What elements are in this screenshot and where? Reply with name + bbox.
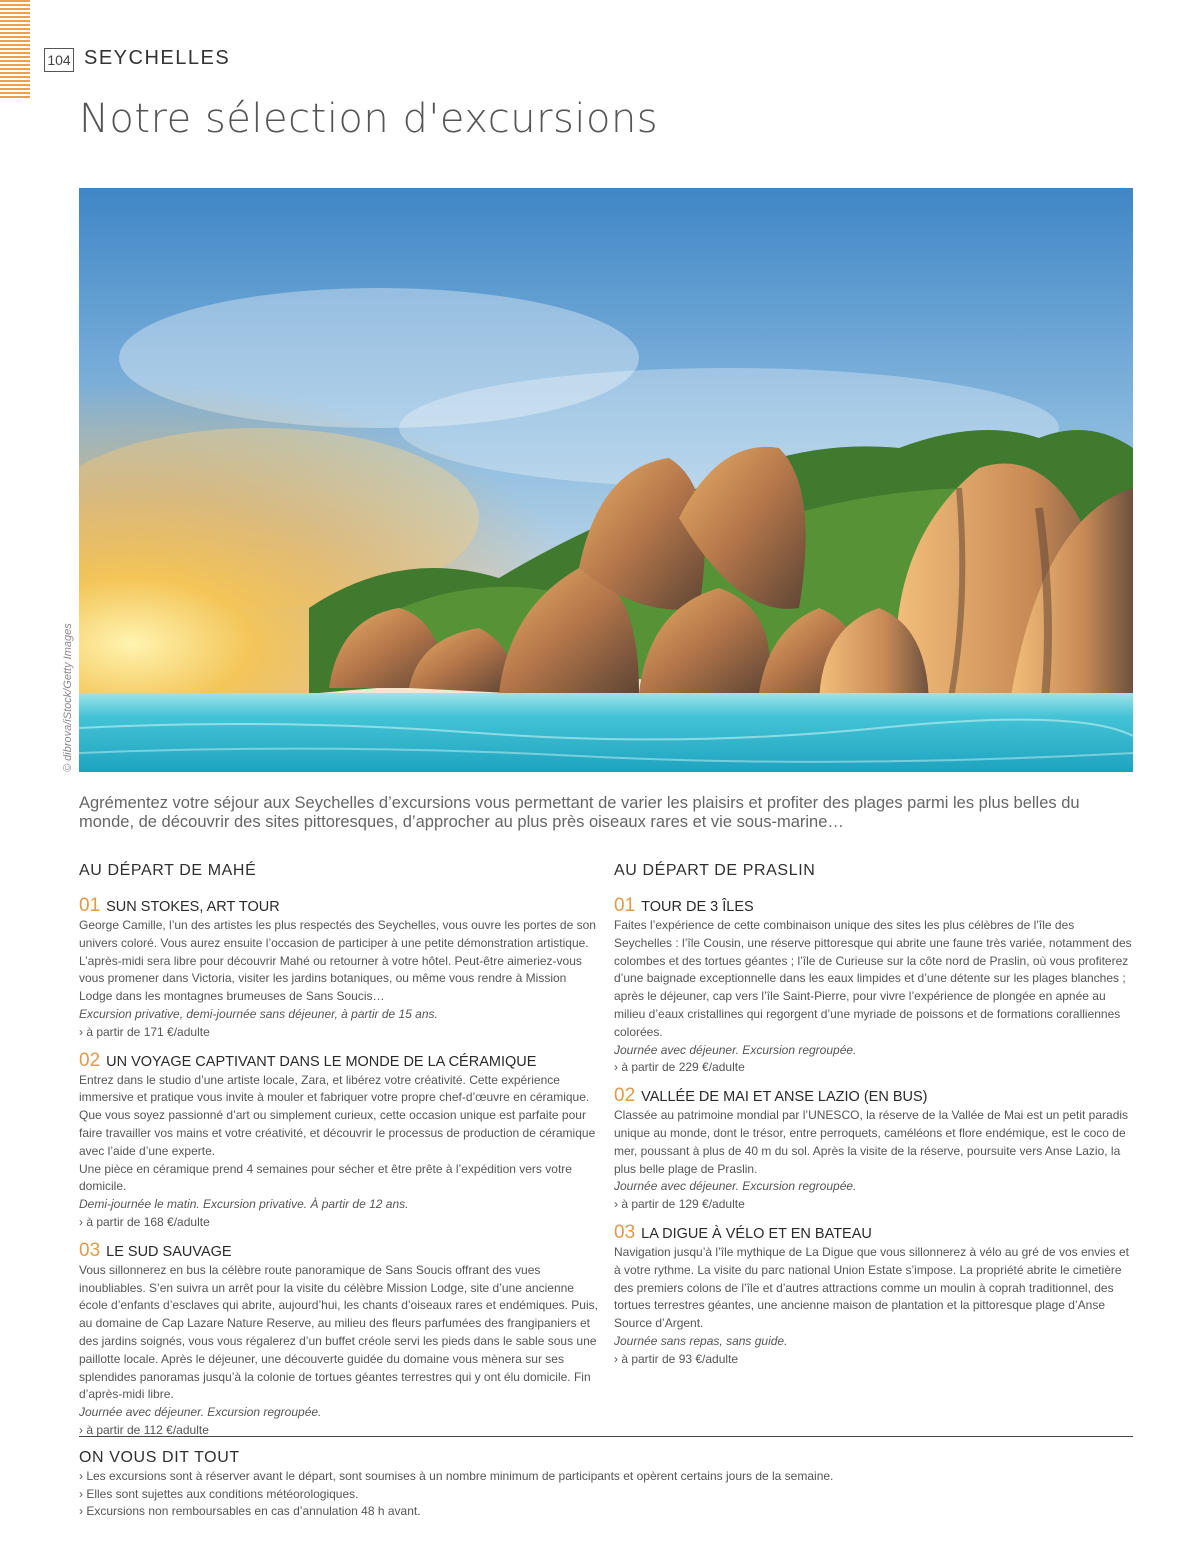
- excursion-price: › à partir de 171 €/adulte: [79, 1024, 210, 1039]
- decorative-stripes: [0, 0, 30, 98]
- praslin-column: [614, 862, 1134, 1378]
- excursion-description: Vous sillonnerez en bus la célèbre route panoramique de Sans Soucis offrant des vues inoubliables. S’en suivra un arrêt pour la visite du célèbre Mission Lodge, site d’une ancienne école d’enfants d’esclaves qui abrite, aujourd’hui, les chants d’oiseaux rares et endémiques. Puis, au domaine de Cap Lazare Nature Reserve, au milieu des fleurs parfumées des frangipaniers et des jardins soignés, vous vous régalerez d’un buffet créole servi les pieds dans le sable sous une paillotte locale. Après le déjeuner, une découverte guidée du domaine vous mènera sur ses splendides panoramas jusqu’à la colonie de tortues géantes terrestres qui y ont élu domicile. Fin d’après-midi libre.: [79, 1262, 598, 1402]
- excursion-price: › à partir de 168 €/adulte: [79, 1214, 210, 1229]
- excursion-item: [79, 1241, 599, 1440]
- excursion-number: 01: [614, 895, 636, 916]
- page-title: Notre sélection d'excursions: [79, 96, 659, 142]
- mahe-column: [79, 862, 599, 1449]
- excursion-title: 01 SUN STOKES, ART TOUR: [79, 895, 280, 916]
- excursion-description: George Camille, l’un des artistes les plus respectés des Seychelles, vous ouvre les portes de son univers coloré. Vous aurez ensuite l’occasion de participer à une petite démonstration artistique. L’après-midi sera libre pour découvrir Mahé ou retourner à votre hôtel. Peut-être aimeriez-vous vous promener dans Victoria, visiter les jardins botaniques, ou même vous rendre à Mission Lodge dans les montagnes brumeuses de Sans Soucis…: [79, 918, 596, 1004]
- excursion-description: Faites l’expérience de cette combinaison unique des sites les plus célèbres de l’île des Seychelles : l’île Cousin, une réserve pittoresque qui abrite une faune très variée, notamment des colombes et des tortues géantes ; l’île de Curieuse sur la côte nord de Praslin, où vous profiterez d’une baignade exceptionnelle dans les eaux limpides et d’une détente sur les plages blanches ; après le déjeuner, cap vers l’île Saint-Pierre, pour vivre l’expérience de plongée en apnée au milieu d’eaux cristallines qui regorgent d’une myriade de poissons et de formations coralliennes colorées.: [614, 918, 1132, 1039]
- excursion-note: Journée avec déjeuner. Excursion regroupée.: [614, 1179, 857, 1194]
- excursion-price: › à partir de 112 €/adulte: [79, 1422, 209, 1437]
- info-line: › Les excursions sont à réserver avant le départ, sont soumises à un nombre minimum de participants et opèrent certains jours de la semaine.: [79, 1469, 834, 1483]
- excursion-note: Journée avec déjeuner. Excursion regroupée.: [614, 1042, 857, 1057]
- section-country: SEYCHELLES: [84, 47, 231, 69]
- excursion-item: [614, 1223, 1134, 1369]
- info-heading: ON VOUS DIT TOUT: [79, 1449, 240, 1466]
- excursion-title: 02 VALLÉE DE MAI ET ANSE LAZIO (EN BUS): [614, 1085, 928, 1107]
- excursion-number: 03: [79, 1239, 101, 1261]
- mahe-heading: AU DÉPART DE MAHÉ: [79, 862, 257, 879]
- excursion-item: [614, 1086, 1134, 1214]
- excursion-title: 01 TOUR DE 3 ÎLES: [614, 895, 754, 916]
- excursion-note: Journée avec déjeuner. Excursion regroupée.: [79, 1405, 322, 1420]
- info-line: › Elles sont sujettes aux conditions météorologiques.: [79, 1486, 359, 1501]
- excursion-number: 02: [79, 1049, 101, 1071]
- excursion-note: Journée sans repas, sans guide.: [614, 1333, 788, 1348]
- excursion-number: 03: [614, 1221, 636, 1243]
- excursion-description-extra: Une pièce en céramique prend 4 semaines pour sécher et être prête à l’expédition vers votre domicile.: [79, 1161, 572, 1194]
- excursion-item: [614, 896, 1134, 1077]
- excursion-number: 02: [614, 1085, 636, 1107]
- info-line: › Excursions non remboursables en cas d’annulation 48 h avant.: [79, 1504, 421, 1519]
- excursion-note: Excursion privative, demi-journée sans déjeuner, à partir de 15 ans.: [79, 1006, 438, 1021]
- excursion-price: › à partir de 93 €/adulte: [614, 1351, 739, 1366]
- hero-photo: [79, 188, 1133, 772]
- excursion-title: 03 LE SUD SAUVAGE: [79, 1239, 232, 1261]
- section-divider: [79, 1436, 1133, 1437]
- excursion-item: [79, 1051, 599, 1232]
- excursion-description: Navigation jusqu’à l’île mythique de La Digue que vous sillonnerez à vélo au gré de vos envies et à votre rythme. La visite du parc national Union Estate s’impose. La propriété abrite le cimetière des premiers colons de l’île et d’autres attractions comme un moulin à coprah traditionnel, des tortues terrestres géantes, une ancienne maison de plantation et la pittoresque plage d’Anse Source d’Argent.: [614, 1244, 1129, 1331]
- excursion-item: [79, 896, 599, 1042]
- excursion-price: › à partir de 129 €/adulte: [614, 1197, 745, 1212]
- excursion-price: › à partir de 229 €/adulte: [614, 1060, 745, 1075]
- photo-credit: © dibrova/iStock/Getty Images: [62, 623, 74, 772]
- intro-text: Agrémentez votre séjour aux Seychelles d’excursions vous permettant de varier les plaisirs et profiter des plages parmi les plus belles du monde, de découvrir des sites pittoresques, d’approcher au plus près oiseaux rares et vie sous-marine…: [79, 794, 1080, 831]
- excursion-title: 02 UN VOYAGE CAPTIVANT DANS LE MONDE DE LA CÉRAMIQUE: [79, 1049, 537, 1071]
- excursion-description: Entrez dans le studio d’une artiste locale, Zara, et libérez votre créativité. Cette expérience immersive et pratique vous invite à mouler et fabriquer votre propre chef-d’œuvre en céramique. Que vous soyez passionné d’art ou simplement curieux, cette occasion unique est parfaite pour faire travailler vos mains et votre créativité, et découvrir le processus de production de céramique avec l’aide d’une experte.: [79, 1072, 596, 1158]
- page-number: 104: [44, 48, 74, 72]
- praslin-heading: AU DÉPART DE PRASLIN: [614, 862, 816, 879]
- excursion-note: Demi-journée le matin. Excursion privative. À partir de 12 ans.: [79, 1197, 409, 1212]
- info-section: [79, 1449, 1139, 1521]
- excursion-description: Classée au patrimoine mondial par l’UNESCO, la réserve de la Vallée de Mai est un petit paradis unique au monde, dont le trésor, entre perroquets, caméléons et flore endémique, est le coco de mer, poussant à plus de 40 m du sol. Après la visite de la réserve, poursuite vers Anse Lazio, la plus belle plage de Praslin.: [614, 1108, 1129, 1176]
- excursion-title: 03 LA DIGUE À VÉLO ET EN BATEAU: [614, 1221, 872, 1243]
- excursion-number: 01: [79, 895, 101, 916]
